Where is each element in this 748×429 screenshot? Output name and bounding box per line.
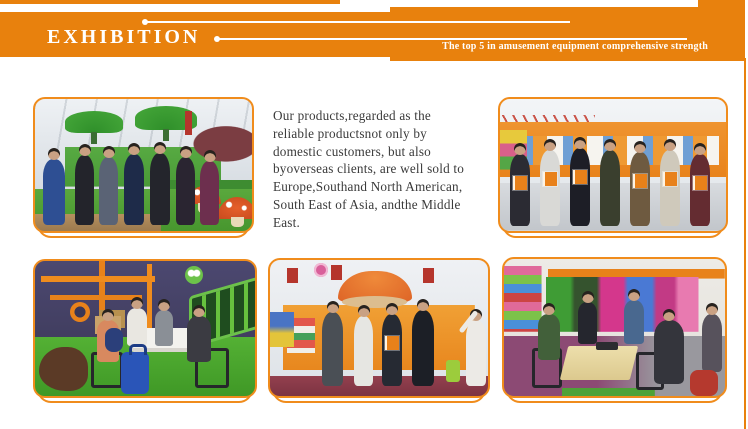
catalog-book: [513, 176, 527, 190]
person-silhouette: [382, 314, 402, 386]
banner-flag: [287, 268, 298, 283]
person-silhouette: [43, 159, 65, 225]
person-silhouette: [510, 154, 530, 226]
person-silhouette: [654, 320, 684, 384]
mushroom-canopy: [338, 271, 412, 304]
round-badge: [314, 263, 328, 277]
person-silhouette: [466, 320, 486, 386]
catalog-book: [573, 170, 587, 184]
laptop: [596, 342, 618, 350]
header-tagline: The top 5 in amusement equipment comprehensive strength: [442, 41, 708, 52]
person-silhouette: [570, 148, 590, 226]
mushroom-seat: [217, 197, 254, 219]
header-top-strip: [0, 0, 340, 4]
person-silhouette: [322, 312, 343, 386]
monster-face: [185, 266, 203, 284]
catalog-book: [633, 174, 647, 188]
person-silhouette: [540, 150, 560, 226]
person-silhouette: [354, 316, 373, 386]
photo-scene-negotiation-table: [502, 257, 727, 398]
slide: [39, 347, 87, 390]
banner-flag: [423, 268, 434, 283]
exhibition-photo-top-left: [33, 97, 254, 233]
person-silhouette: [155, 310, 173, 346]
catalog-book: [543, 172, 557, 186]
backpack: [690, 370, 718, 396]
person-silhouette: [690, 154, 710, 226]
intro-line: domestic customers, but also: [273, 143, 431, 159]
header-banner-mid: [390, 7, 700, 61]
exhibition-photo-bottom-right: [502, 257, 727, 398]
decorative-line-top: [145, 21, 570, 23]
lime-bag: [446, 360, 460, 382]
person-silhouette: [538, 314, 560, 360]
person-silhouette: [150, 153, 170, 225]
tree-canopy: [65, 111, 123, 133]
photo-scene-catalog-group: [498, 97, 728, 233]
person-silhouette: [578, 302, 597, 344]
person-silhouette: [600, 150, 620, 226]
catalog-book: [663, 172, 677, 186]
catalog-book: [693, 176, 707, 190]
catalog-book: [385, 336, 399, 350]
exhibition-photo-top-right: [498, 97, 728, 233]
raised-arm: [459, 310, 479, 334]
person-silhouette: [702, 314, 722, 372]
intro-line: reliable productsnot only by: [273, 125, 427, 141]
intro-line: South East of Asia, andthe Middle: [273, 196, 461, 212]
person-silhouette: [124, 154, 144, 225]
person-silhouette: [187, 316, 211, 362]
backpack: [105, 328, 123, 352]
play-tube: [70, 302, 90, 322]
table: [560, 346, 638, 380]
person-silhouette: [99, 157, 118, 225]
exhibition-photo-bottom-left: [33, 259, 257, 398]
intro-line: East.: [273, 214, 301, 230]
person-silhouette: [412, 310, 434, 386]
person-silhouette: [624, 300, 644, 344]
person-silhouette: [176, 157, 195, 225]
intro-line: byoverseas clients, are well sold to: [273, 161, 465, 177]
person-silhouette: [630, 152, 650, 226]
banner-flag: [185, 111, 192, 135]
intro-line: Europe,Southand North American,: [273, 179, 463, 195]
person-silhouette: [200, 161, 219, 225]
person-silhouette: [75, 155, 94, 225]
decorative-line-bottom: [217, 38, 687, 40]
intro-paragraph: [273, 107, 488, 232]
person-silhouette: [127, 308, 147, 346]
person-silhouette: [660, 150, 680, 226]
intro-line: Our products,regarded as the: [273, 108, 431, 123]
suitcase: [121, 352, 149, 394]
photo-scene-booth-group: [268, 258, 490, 398]
exhibition-photo-bottom-middle: [268, 258, 490, 398]
banner-flag: [331, 265, 342, 280]
photo-scene-meeting-grass: [33, 259, 257, 398]
photo-scene-playground-group: [33, 97, 254, 233]
page-title: EXHIBITION: [47, 26, 201, 48]
right-edge-rule: [744, 58, 746, 429]
